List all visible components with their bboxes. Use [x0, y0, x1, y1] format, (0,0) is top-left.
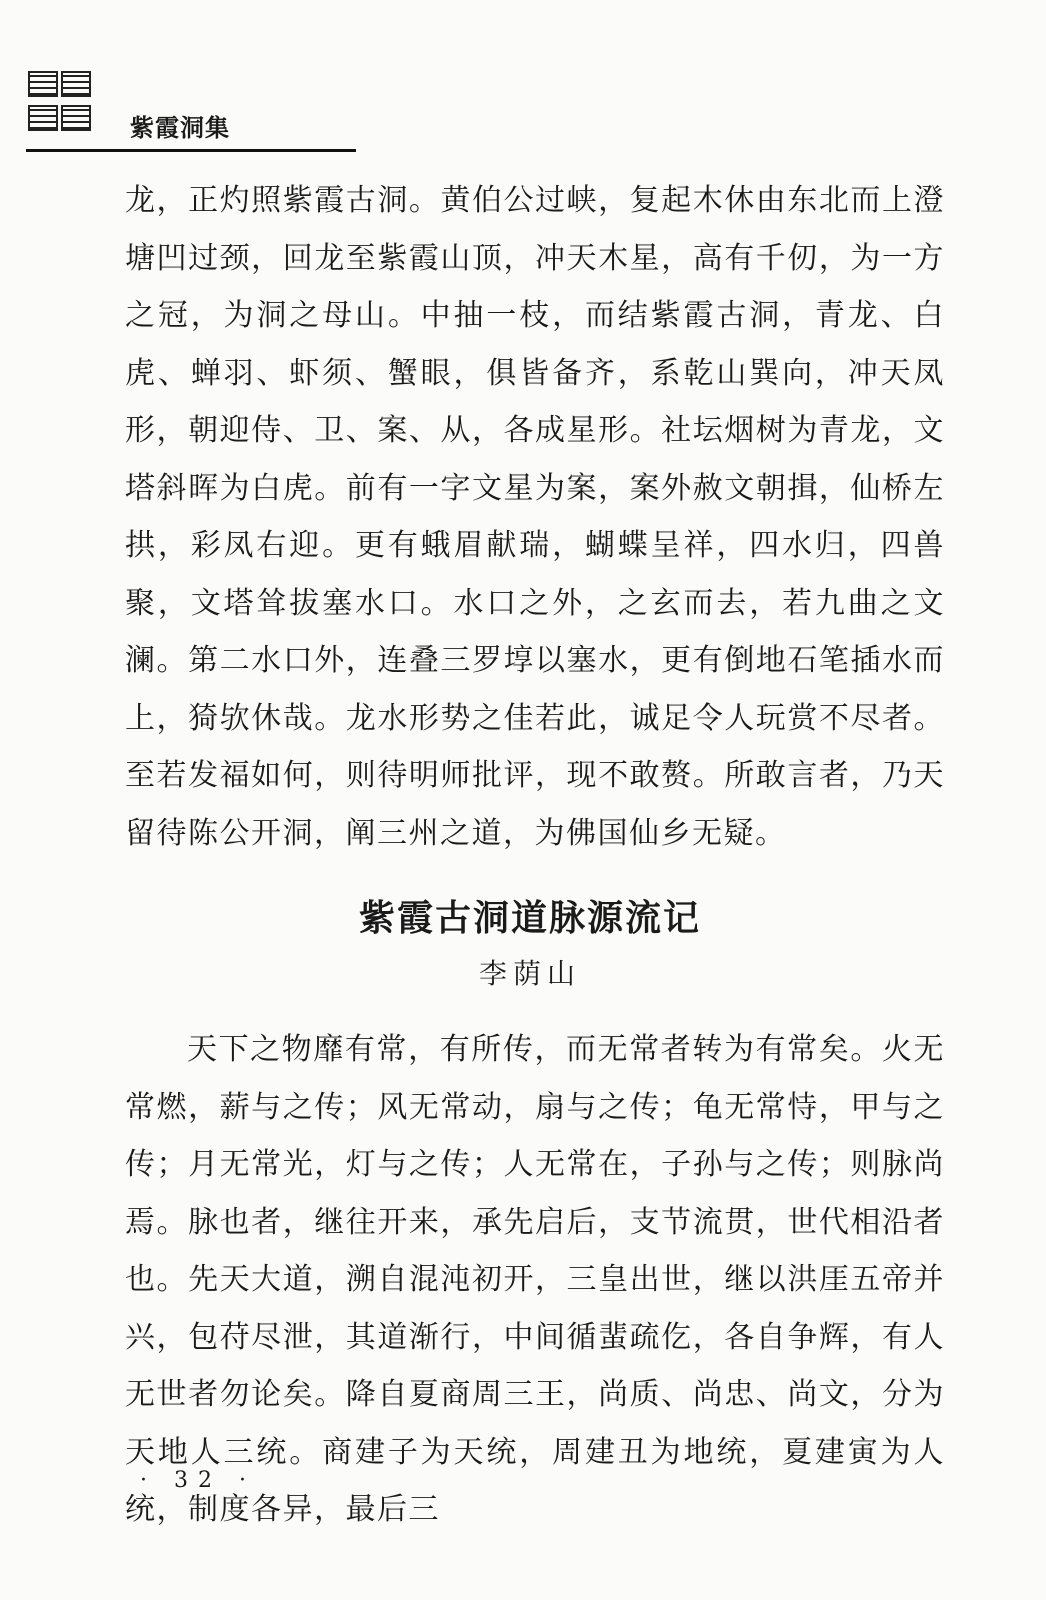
article-title: 紫霞古洞道脉源流记 [358, 897, 701, 939]
seal-glyph [61, 71, 91, 97]
paragraph-opening: 天下之物靡有常，有所传，而无常者转为有常矣。火无常燃，薪与之传；风无常动，扇与之传；龟无常恃，甲与之传；月无常光，灯与之传；人无常在，子孙与之传；则脉尚焉。脉也者，继往开来，承先启后，支节流贯，世代相沿者也。先天大道，溯自混沌初开，三皇出世，继以洪厓五帝并兴，包苻尽泄，其道渐行，中间循蜚疏仡，各自争辉，有人无世者勿论矣。降自夏商周三王，尚质、尚忠、尚文，分为天地人三统。商建子为天统，周建丑为地统，夏建寅为人统，制度各异，最后三 [125, 1032, 945, 1527]
seal-glyph [28, 71, 58, 97]
seal-glyph [61, 105, 91, 131]
author-name: 李荫山 [478, 957, 581, 990]
publisher-seal-logo [28, 70, 100, 132]
paragraph-continued: 龙，正灼照紫霞古洞。黄伯公过峡，复起木休由东北而上澄塘凹过颈，回龙至紫霞山顶，冲天木星，高有千仞，为一方之冠，为洞之母山。中抽一枝，而结紫霞古洞，青龙、白虎、蝉羽、虾须、蟹眼，俱皆备齐，系乾山巽向，冲天凤形，朝迎侍、卫、案、从，各成星形。社坛烟树为青龙，文塔斜晖为白虎。前有一字文星为案，案外赦文朝揖，仙桥左拱，彩凤右迎。更有蛾眉献瑞，蝴蝶呈祥，四水归，四兽聚，文塔耸拔塞水口。水口之外，之玄而去，若九曲之文澜。第二水口外，连叠三罗埻以塞水，更有倒地石笔插水而上，猗欤休哉。龙水形势之佳若此，诚足令人玩赏不尽者。至若发福如何，则待明师批评，现不敢赘。所敢言者，乃天留待陈公开洞，阐三州之道，为佛国仙乡无疑。 [125, 183, 945, 851]
running-title: 紫霞洞集 [130, 114, 230, 142]
header-rule [26, 149, 356, 152]
seal-glyph [28, 105, 58, 131]
page-number: · 32 · [140, 1468, 256, 1493]
